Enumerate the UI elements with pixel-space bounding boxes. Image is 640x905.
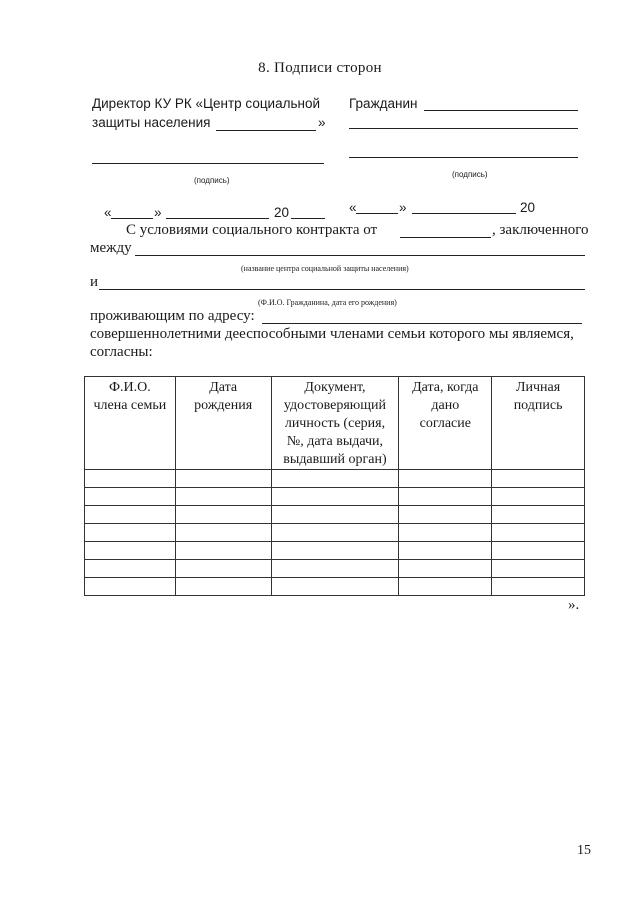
table-header-row [85,377,585,470]
right-date-day-blank [356,213,398,214]
consent-line1-start: С условиями социального контракта от [126,222,378,238]
left-date-close: » [154,205,162,220]
closing-mark: ». [568,597,580,613]
table-cell [399,470,492,488]
right-date-month-blank [412,213,516,214]
table-cell [271,578,399,596]
consent-line3: и [90,274,99,290]
left-signature-line [92,163,324,164]
table-cell [175,542,271,560]
header-text-line: Документ, [304,380,366,395]
table-cell [175,506,271,524]
table-cell [399,524,492,542]
table-cell [492,506,585,524]
table-body [85,470,585,596]
header-text-line: согласие [419,416,471,431]
header-text-line: личность (серия, [284,416,386,431]
table-cell [399,578,492,596]
left-party-line2: защиты населения [92,115,211,130]
right-date-open: « [349,200,357,215]
consent-line5: совершеннолетними дееспособными членами семьи которого мы являемся, [90,326,574,342]
table-row [85,506,585,524]
table-cell [271,524,399,542]
table-cell [85,470,176,488]
table-cell [271,488,399,506]
citizen-name-blank [99,289,585,290]
right-party-line1 [424,110,578,111]
table-cell [492,488,585,506]
table-cell [271,506,399,524]
right-party-label: Гражданин [349,96,418,111]
right-date-year: 20 [520,200,536,215]
left-party-line2-end: » [318,115,326,130]
table-cell [399,542,492,560]
table-cell [399,506,492,524]
consent-line6: согласны: [90,344,153,360]
header-text-line: выдавший орган) [283,452,387,467]
table-cell [85,506,176,524]
table-row [85,470,585,488]
right-signature-caption: (подпись) [452,170,488,179]
right-party-line2 [349,128,578,129]
table-cell [85,560,176,578]
address-blank [262,323,582,324]
left-date-year: 20 [274,205,290,220]
org-name-blank [135,255,585,256]
table-row [85,578,585,596]
table-cell [175,524,271,542]
table-row [85,560,585,578]
section-title: 8. Подписи сторон [258,60,382,76]
table-cell [492,470,585,488]
table-cell [175,560,271,578]
table-cell [85,524,176,542]
left-date-open: « [104,205,112,220]
consent-line2: между [90,240,132,256]
address-label: проживающим по адресу: [90,308,255,324]
table-row [85,524,585,542]
header-signature [492,377,585,470]
header-text-line: Ф.И.О. [108,380,151,395]
left-date-day-blank [111,218,153,219]
table-cell [175,470,271,488]
contract-date-blank [400,237,491,238]
table-cell [85,488,176,506]
table-row [85,542,585,560]
left-party-line1: Директор КУ РК «Центр социальной [92,96,321,111]
table-cell [175,578,271,596]
table-row [85,488,585,506]
table-cell [271,470,399,488]
header-text-line: Дата [209,380,238,395]
header-full-name [85,377,176,470]
table-cell [85,578,176,596]
page-number: 15 [577,843,591,858]
header-text-line: Личная [516,380,561,395]
header-text-line: подпись [513,398,563,413]
table-cell [175,488,271,506]
header-text-line: члена семьи [93,398,167,413]
table-cell [492,578,585,596]
table-cell [85,542,176,560]
table-cell [399,488,492,506]
family-members-table [84,376,585,596]
header-text-line: дано [431,398,460,413]
header-consent-date [399,377,492,470]
left-date-month-blank [166,218,269,219]
table-cell [492,524,585,542]
org-caption: (название центра социальной защиты населения) [241,264,409,273]
citizen-caption: (Ф.И.О. Гражданина, дата его рождения) [258,298,397,307]
table-cell [271,560,399,578]
table-cell [399,560,492,578]
header-text-line: удостоверяющий [283,398,387,413]
consent-line1-end: , заключенного [492,222,589,238]
left-signature-caption: (подпись) [194,176,230,185]
header-text-line: рождения [194,398,253,413]
table-cell [492,542,585,560]
header-birth-date [175,377,271,470]
table-cell [492,560,585,578]
table-cell [271,542,399,560]
header-text-line: №, дата выдачи, [286,434,384,449]
left-party-line2-blank [216,130,316,131]
header-identity-document [271,377,399,470]
right-date-close: » [399,200,407,215]
header-text-line: Дата, когда [412,380,479,395]
right-signature-line [349,157,578,158]
left-date-year-blank [291,218,325,219]
